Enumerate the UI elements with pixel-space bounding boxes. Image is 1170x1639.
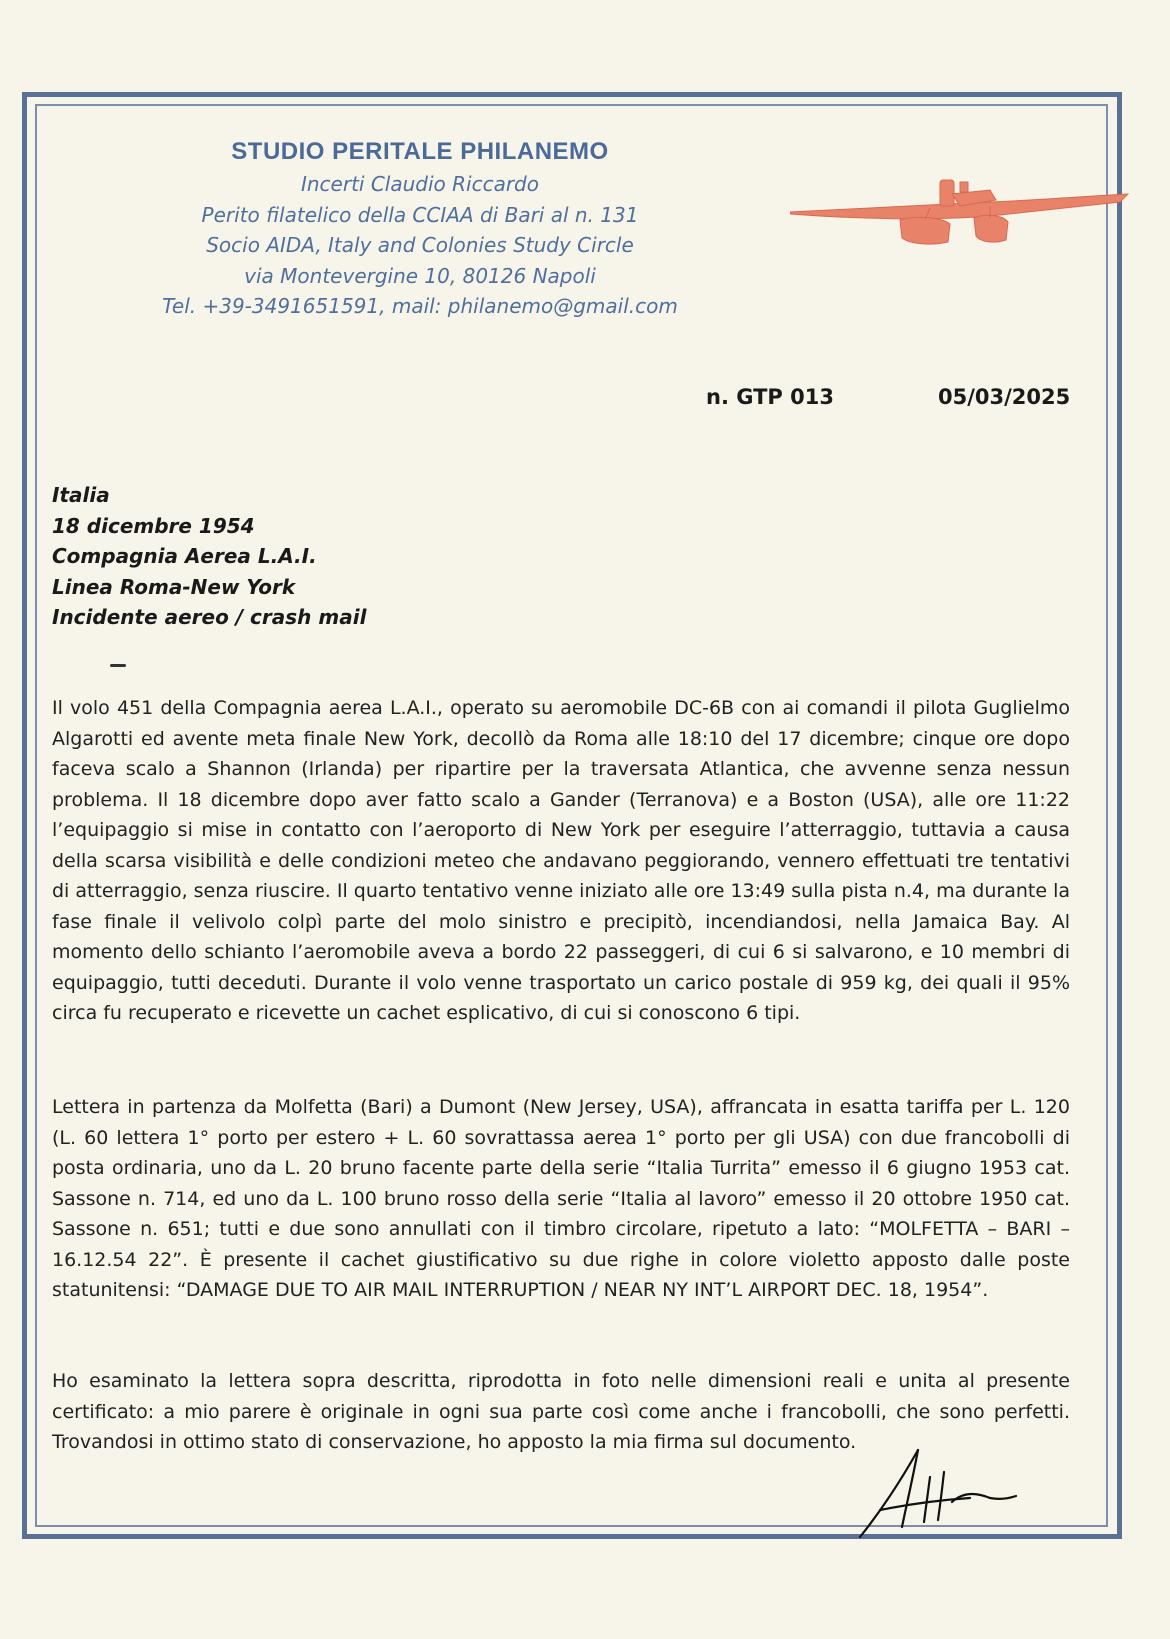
paragraph-expert-opinion: Ho esaminato la lettera sopra descritta, riprodotta in foto nelle dimensioni reali e unita al presente certificato: a mio parere è originale in ogni sua parte così come anche i francobolli, che sono perfetti. Trovandosi in ottimo stato di conservazione, ho apposto la mia firma sul documento. [52, 1370, 1070, 1453]
letterhead [140, 138, 700, 322]
certificate-date: 05/03/2025 [938, 385, 1071, 409]
letterhead-line-membership: Socio AIDA, Italy and Colonies Study Circle [206, 233, 634, 257]
letterhead-line-contact: Tel. +39-3491651591, mail: philanemo@gmail.com [162, 294, 678, 318]
subject-date: 18 dicembre 1954 [52, 513, 255, 538]
letterhead-line-name: Incerti Claudio Riccardo [300, 172, 539, 196]
subject-event: Incidente aereo / crash mail [52, 605, 367, 629]
subject-country: Italia [52, 483, 110, 507]
mark-dash [110, 664, 126, 667]
subject-route: Linea Roma-New York [52, 574, 296, 599]
seaplane-logo-icon [790, 168, 1130, 258]
paragraph-flight-history: Il volo 451 della Compagnia aerea L.A.I., operato su aeromobile DC-6B con ai comandi il pilota Guglielmo Algarotti ed avente meta finale New York, decollò da Roma alle 18:10 del 17 dicembre; cinque ore dopo faceva scalo a Shannon (Irlanda) per ripartire per la traversata Atlantica, che avvenne senza nessun problema. Il 18 dicembre dopo aver fatto scalo a Gander (Terranova) e a Boston (USA), alle ore 11:22 l’equipaggio si mise in contatto con l’aeroporto di New York per eseguire l’atterraggio, tuttavia a causa della scarsa visibilità e delle condizioni meteo che andavano peggiorando, vennero effettuati tre tentativi di atterraggio, senza riuscire. Il quarto tentativo venne iniziato alle ore 13:49 sulla pista n.4, ma durante la fase finale il velivolo colpì parte del molo sinistro e precipitò, incendiandosi, nella Jamaica Bay. Al momento dello schianto l’aeromobile aveva a bordo 22 passeggeri, di cui 6 si salvarono, e 10 membri di equipaggio, tutti deceduti. Durante il volo venne trasportato un carico postale di 959 kg, dei quali il 95% circa fu recuperato e ricevette un cachet esplicativo, di cui si conoscono 6 tipi. [52, 697, 1070, 1024]
studio-name: STUDIO PERITALE PHILANEMO [231, 138, 609, 165]
letterhead-line-credential: Perito filatelico della CCIAA di Bari al n. 131 [201, 202, 639, 227]
letterhead-line-address: via Montevergine 10, 80126 Napoli [244, 263, 596, 288]
subject-airline: Compagnia Aerea L.A.I. [52, 544, 317, 568]
signature-icon [840, 1432, 1020, 1542]
certificate-number: n. GTP 013 [706, 385, 834, 409]
paragraph-letter-description: Lettera in partenza da Molfetta (Bari) a Dumont (New Jersey, USA), affrancata in esatta tariffa per L. 120 (L. 60 lettera 1° porto per estero + L. 60 sovrattassa aerea 1° porto per gli USA) con due francobolli di posta ordinaria, uno da L. 20 bruno facente parte della serie “Italia Turrita” emesso il 6 giugno 1953 cat. Sassone n. 714, ed uno da L. 100 bruno rosso della serie “Italia al lavoro” emesso il 20 ottobre 1950 cat. Sassone n. 651; tutti e due sono annullati con il timbro circolare, ripetuto a lato: “MOLFETTA – BARI – 16.12.54 22”. È presente il cachet giustificativo su due righe in colore violetto apposto dalle poste statunitensi: “DAMAGE DUE TO AIR MAIL INTERRUPTION / NEAR NY INT’L AIRPORT DEC. 18, 1954”. [52, 1096, 1070, 1301]
subject-block [52, 480, 366, 633]
